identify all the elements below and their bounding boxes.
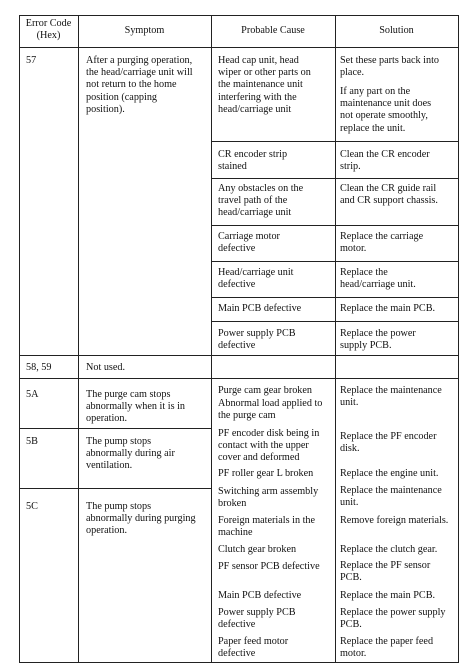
row-divider — [211, 225, 459, 226]
shared-cause-10: Power supply PCB defective — [218, 607, 296, 631]
header-divider — [19, 47, 459, 48]
shared-cause-6: Foreign materials in the machine — [218, 515, 316, 539]
shared-solution-11: Replace the paper feed motor. — [340, 636, 434, 660]
shared-solution-3: Replace the PF encoder disk. — [340, 431, 437, 455]
row-divider — [211, 178, 459, 179]
shared-solution-8: Replace the PF sensor PCB. — [340, 560, 431, 584]
symptom-57: After a purging operation, the head/carriage unit will not return to the home position (capping position). — [86, 55, 193, 115]
row-divider — [211, 321, 459, 322]
column-divider-symptom — [211, 15, 212, 663]
shared-solution-4: Replace the engine unit. — [340, 468, 439, 479]
header-error-code: Error Code (Hex) — [25, 18, 72, 42]
cause-57-6: Main PCB defective — [218, 303, 302, 314]
column-divider-code — [78, 15, 79, 663]
solution-57-4: Replace the carriage motor. — [340, 231, 424, 255]
cause-57-1: Head cap unit, head wiper or other parts on the maintenance unit interfering with the head/carriage unit — [218, 55, 311, 115]
shared-solution-5: Replace the maintenance unit. — [340, 485, 442, 509]
solution-57-7: Replace the power supply PCB. — [340, 328, 416, 352]
row-divider — [211, 141, 459, 142]
symptom-5B: The pump stops abnormally during air ventilation. — [86, 436, 175, 472]
shared-cause-2: Abnormal load applied to the purge cam — [218, 398, 323, 422]
error-code-57: 57 — [26, 55, 37, 66]
shared-solution-6: Remove foreign materials. — [340, 515, 449, 526]
shared-solution-9: Replace the main PCB. — [340, 590, 436, 601]
error-code-5C: 5C — [26, 501, 38, 512]
cause-57-2: CR encoder strip stained — [218, 149, 288, 173]
row-divider — [19, 428, 212, 429]
solution-57-2: Clean the CR encoder strip. — [340, 149, 430, 173]
shared-cause-4: PF roller gear L broken — [218, 468, 314, 479]
shared-cause-3: PF encoder disk being in contact with the upper cover and deformed — [218, 428, 320, 464]
symptom-5A: The purge cam stops abnormally when it is in operation. — [86, 389, 186, 425]
shared-solution-10: Replace the power supply PCB. — [340, 607, 446, 631]
symptom-5C: The pump stops abnormally during purging operation. — [86, 501, 196, 537]
shared-cause-11: Paper feed motor defective — [218, 636, 289, 660]
error-code-5A: 5A — [26, 389, 39, 400]
header-probable-cause: Probable Cause — [241, 25, 305, 36]
cause-57-3: Any obstacles on the travel path of the head/carriage unit — [218, 183, 304, 219]
row-divider — [19, 355, 459, 356]
shared-solution-1: Replace the maintenance unit. — [340, 385, 442, 409]
shared-solution-7: Replace the clutch gear. — [340, 544, 438, 555]
solution-57-5: Replace the head/carriage unit. — [340, 267, 416, 291]
solution-57-1-extra: If any part on the maintenance unit does not operate smoothly, replace the unit. — [340, 86, 432, 134]
header-solution: Solution — [379, 25, 414, 36]
table-border-bottom — [19, 662, 459, 663]
symptom-58-59: Not used. — [86, 362, 126, 373]
header-symptom: Symptom — [124, 25, 165, 36]
shared-cause-8: PF sensor PCB defective — [218, 561, 320, 572]
table-border-left — [19, 15, 20, 663]
column-divider-cause — [335, 15, 336, 663]
cause-57-4: Carriage motor defective — [218, 231, 280, 255]
shared-cause-1: Purge cam gear broken — [218, 385, 313, 396]
solution-57-3: Clean the CR guide rail and CR support chassis. — [340, 183, 438, 207]
error-code-5B: 5B — [26, 436, 38, 447]
cause-57-7: Power supply PCB defective — [218, 328, 296, 352]
row-divider — [211, 297, 459, 298]
shared-cause-9: Main PCB defective — [218, 590, 302, 601]
row-divider — [19, 488, 212, 489]
cause-57-5: Head/carriage unit defective — [218, 267, 294, 291]
shared-cause-7: Clutch gear broken — [218, 544, 297, 555]
solution-57-1: Set these parts back into place. — [340, 55, 440, 79]
table-border-top — [19, 15, 459, 16]
shared-cause-5: Switching arm assembly broken — [218, 486, 319, 510]
error-code-58-59: 58, 59 — [26, 362, 52, 373]
row-divider — [211, 261, 459, 262]
table-border-right — [458, 15, 459, 663]
row-divider — [19, 378, 459, 379]
solution-57-6: Replace the main PCB. — [340, 303, 436, 314]
